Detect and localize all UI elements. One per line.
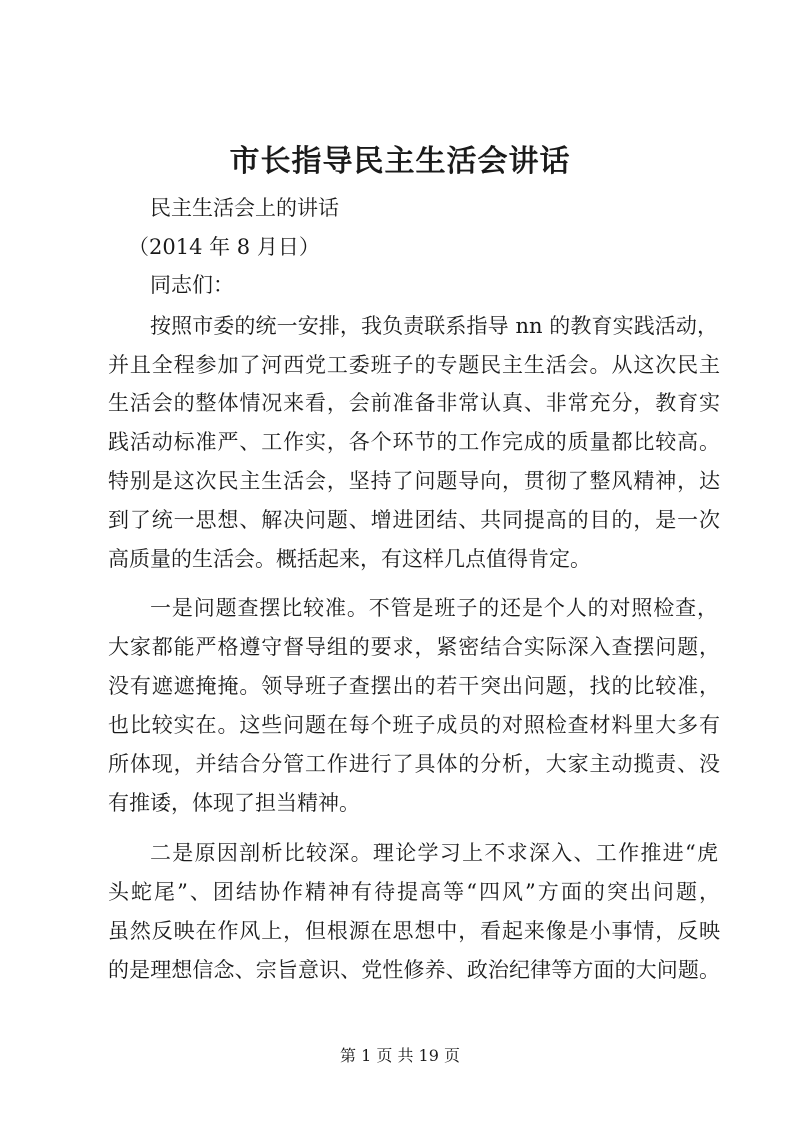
- paragraph-line: 有推诿，体现了担当精神。: [108, 791, 360, 815]
- paragraph-line: 二是原因剖析比较深。理论学习上不求深入、工作推进“虎: [150, 841, 718, 865]
- document-date: （2014 年 8 月日）: [128, 235, 320, 259]
- salutation: 同志们：: [150, 273, 234, 297]
- paragraph-line: 没有遮遮掩掩。领导班子查摆出的若干突出问题，找的比较准，: [108, 674, 720, 698]
- paragraph-line: 也比较实在。这些问题在每个班子成员的对照检查材料里大多有: [108, 713, 720, 737]
- paragraph-line: 虽然反映在作风上，但根源在思想中，看起来像是小事情，反映: [108, 919, 720, 943]
- document-subtitle: 民主生活会上的讲话: [150, 196, 339, 220]
- paragraph-line: 所体现，并结合分管工作进行了具体的分析，大家主动揽责、没: [108, 752, 720, 776]
- paragraph-line: 到了统一思想、解决问题、增进团结、共同提高的目的，是一次: [108, 508, 720, 532]
- paragraph-line: 践活动标准严、工作实，各个环节的工作完成的质量都比较高。: [108, 430, 720, 454]
- paragraph-line: 按照市委的统一安排，我负责联系指导 nn 的教育实践活动，: [150, 314, 718, 338]
- document-title: 市长指导民主生活会讲话: [229, 144, 571, 179]
- paragraph-line: 头蛇尾”、团结协作精神有待提高等“四风”方面的突出问题，: [108, 880, 720, 904]
- paragraph-line: 并且全程参加了河西党工委班子的专题民主生活会。从这次民主: [108, 353, 720, 377]
- paragraph-line: 一是问题查摆比较准。不管是班子的还是个人的对照检查，: [150, 596, 718, 620]
- paragraph-line: 的是理想信念、宗旨意识、党性修养、政治纪律等方面的大问题。: [108, 958, 720, 982]
- page-number-footer: 第 1 页 共 19 页: [340, 1046, 460, 1065]
- paragraph-line: 高质量的生活会。概括起来，有这样几点值得肯定。: [108, 547, 591, 571]
- paragraph-line: 特别是这次民主生活会，坚持了问题导向，贯彻了整风精神，达: [108, 469, 720, 493]
- paragraph-line: 生活会的整体情况来看，会前准备非常认真、非常充分，教育实: [108, 391, 720, 415]
- paragraph-line: 大家都能严格遵守督导组的要求，紧密结合实际深入查摆问题，: [108, 635, 720, 659]
